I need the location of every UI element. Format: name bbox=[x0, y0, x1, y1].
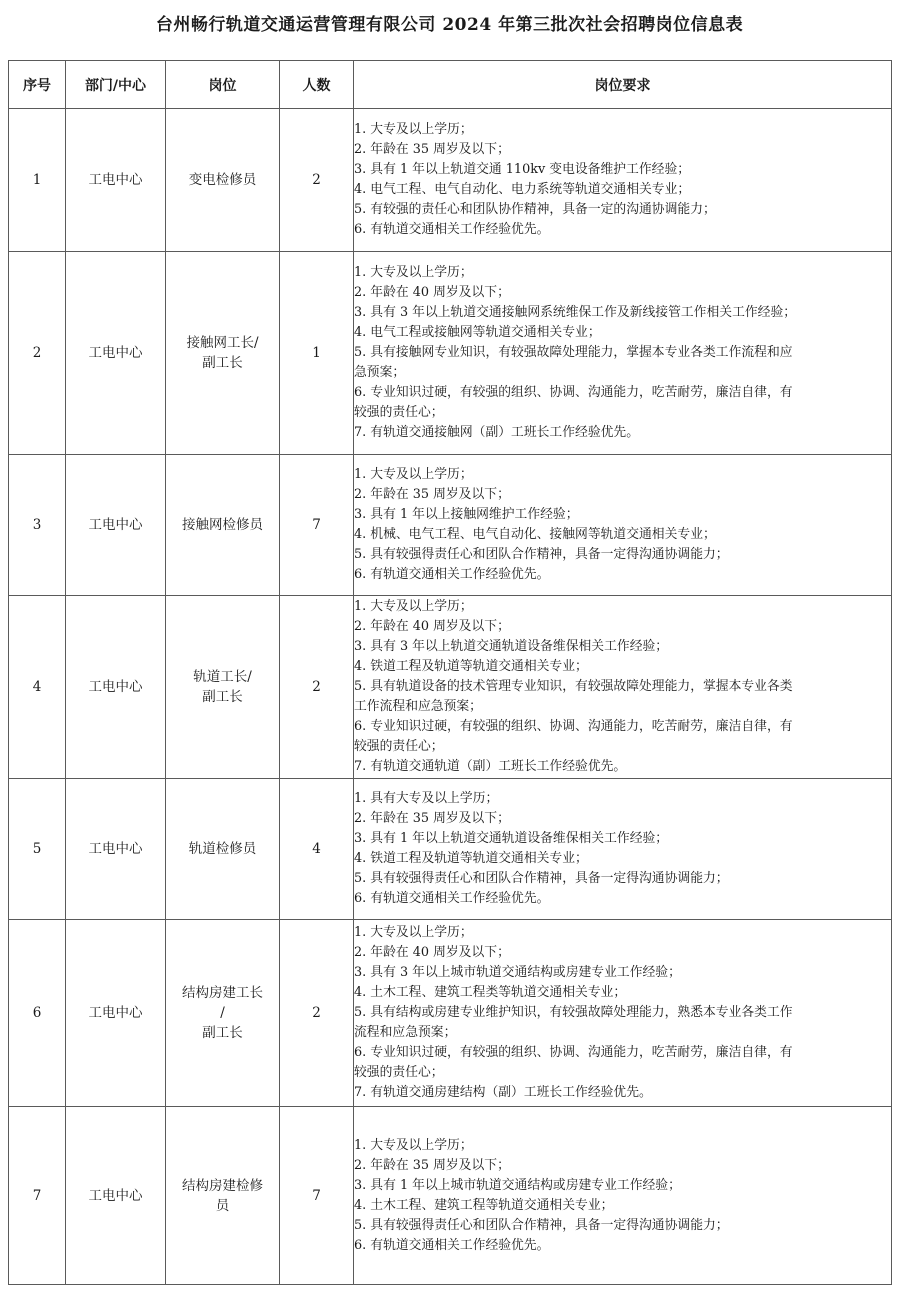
cell-dept: 工电中心 bbox=[66, 779, 166, 920]
cell-requirements bbox=[354, 920, 892, 1107]
requirement-line: 5. 具有较强得责任心和团队合作精神，具备一定得沟通协调能力； bbox=[354, 547, 729, 562]
requirement-line: 6. 有轨道交通相关工作经验优先。 bbox=[354, 891, 550, 906]
position-line: 变电检修员 bbox=[188, 172, 257, 188]
requirement-line: 2. 年龄在 35 周岁及以下； bbox=[354, 487, 510, 502]
requirement-line: 2. 年龄在 35 周岁及以下； bbox=[354, 811, 510, 826]
cell-requirements bbox=[354, 779, 892, 920]
position-line: 结构房建工长 bbox=[182, 985, 263, 1001]
cell-position bbox=[166, 455, 280, 596]
requirement-line: 5. 具有接触网专业知识，有较强故障处理能力，掌握本专业各类工作流程和应 bbox=[354, 345, 793, 360]
position-line: 轨道工长/ bbox=[193, 669, 252, 685]
cell-count: 1 bbox=[280, 252, 354, 455]
requirement-line: 2. 年龄在 40 周岁及以下； bbox=[354, 945, 510, 960]
cell-count: 2 bbox=[280, 920, 354, 1107]
requirement-line: 3. 具有 3 年以上轨道交通轨道设备维保相关工作经验； bbox=[354, 639, 669, 654]
requirement-line: 5. 具有轨道设备的技术管理专业知识，有较强故障处理能力，掌握本专业各类 bbox=[354, 679, 793, 694]
requirement-line: 流程和应急预案； bbox=[354, 1025, 457, 1040]
cell-count: 7 bbox=[280, 1107, 354, 1285]
requirement-line: 5. 具有结构或房建专业维护知识，有较强故障处理能力，熟悉本专业各类工作 bbox=[354, 1005, 793, 1020]
position-line: / bbox=[220, 1005, 225, 1021]
header-requirements: 岗位要求 bbox=[354, 61, 892, 109]
header-dept: 部门/中心 bbox=[66, 61, 166, 109]
cell-position bbox=[166, 920, 280, 1107]
table-row bbox=[9, 920, 892, 1107]
table-header-row bbox=[9, 61, 892, 109]
requirement-line: 1. 大专及以上学历； bbox=[354, 265, 473, 280]
requirement-line: 6. 有轨道交通相关工作经验优先。 bbox=[354, 1237, 550, 1253]
table-row bbox=[9, 779, 892, 920]
requirement-line: 6. 有轨道交通相关工作经验优先。 bbox=[354, 222, 550, 237]
cell-count: 2 bbox=[280, 596, 354, 779]
requirement-line: 7. 有轨道交通房建结构（副）工班长工作经验优先。 bbox=[354, 1085, 652, 1100]
requirement-line: 3. 具有 1 年以上城市轨道交通结构或房建专业工作经验； bbox=[354, 1177, 681, 1193]
requirement-line: 3. 具有 1 年以上接触网维护工作经验； bbox=[354, 507, 579, 522]
position-line: 副工长 bbox=[202, 355, 243, 371]
requirement-line: 1. 大专及以上学历； bbox=[354, 599, 473, 614]
requirement-line: 4. 土木工程、建筑工程等轨道交通相关专业； bbox=[354, 1197, 614, 1213]
cell-position bbox=[166, 779, 280, 920]
header-no: 序号 bbox=[9, 61, 66, 109]
position-line: 副工长 bbox=[202, 1025, 243, 1041]
position-line: 结构房建检修 bbox=[182, 1177, 263, 1194]
requirement-line: 1. 大专及以上学历； bbox=[354, 925, 473, 940]
cell-count: 2 bbox=[280, 109, 354, 252]
document-title: 台州畅行轨道交通运营管理有限公司 2024 年第三批次社会招聘岗位信息表 bbox=[155, 15, 744, 35]
requirement-line: 2. 年龄在 35 周岁及以下； bbox=[354, 142, 510, 157]
table-row bbox=[9, 1107, 892, 1285]
requirement-line: 工作流程和应急预案； bbox=[354, 699, 482, 714]
requirement-line: 6. 有轨道交通相关工作经验优先。 bbox=[354, 567, 550, 582]
requirement-line: 4. 电气工程或接触网等轨道交通相关专业； bbox=[354, 325, 601, 340]
cell-no: 7 bbox=[9, 1107, 66, 1285]
header-position: 岗位 bbox=[166, 61, 280, 109]
position-line: 轨道检修员 bbox=[188, 841, 257, 857]
requirement-line: 6. 专业知识过硬，有较强的组织、协调、沟通能力，吃苦耐劳，廉洁自律，有 bbox=[354, 719, 793, 734]
cell-no: 5 bbox=[9, 779, 66, 920]
position-line: 副工长 bbox=[202, 689, 243, 705]
header-count: 人数 bbox=[280, 61, 354, 109]
cell-dept: 工电中心 bbox=[66, 455, 166, 596]
requirement-line: 较强的责任心； bbox=[354, 405, 444, 420]
cell-count: 4 bbox=[280, 779, 354, 920]
cell-requirements bbox=[354, 109, 892, 252]
requirement-line: 5. 具有较强得责任心和团队合作精神，具备一定得沟通协调能力； bbox=[354, 1217, 729, 1233]
cell-no: 6 bbox=[9, 920, 66, 1107]
cell-dept: 工电中心 bbox=[66, 109, 166, 252]
cell-position bbox=[166, 1107, 280, 1285]
requirement-line: 3. 具有 1 年以上轨道交通 110kv 变电设备维护工作经验； bbox=[354, 162, 691, 177]
cell-no: 3 bbox=[9, 455, 66, 596]
cell-requirements bbox=[354, 596, 892, 779]
requirement-line: 2. 年龄在 40 周岁及以下； bbox=[354, 619, 510, 634]
requirement-line: 4. 机械、电气工程、电气自动化、接触网等轨道交通相关专业； bbox=[354, 527, 716, 542]
cell-requirements bbox=[354, 455, 892, 596]
position-line: 接触网检修员 bbox=[182, 517, 263, 533]
table-row bbox=[9, 109, 892, 252]
recruitment-table bbox=[8, 60, 892, 1285]
position-line: 接触网工长/ bbox=[186, 335, 259, 351]
requirement-line: 6. 专业知识过硬，有较强的组织、协调、沟通能力，吃苦耐劳，廉洁自律，有 bbox=[354, 385, 793, 400]
cell-count: 7 bbox=[280, 455, 354, 596]
position-line: 员 bbox=[215, 1197, 230, 1214]
requirement-line: 较强的责任心； bbox=[354, 1065, 444, 1080]
requirement-line: 4. 土木工程、建筑工程类等轨道交通相关专业； bbox=[354, 985, 627, 1000]
cell-position bbox=[166, 109, 280, 252]
requirement-line: 6. 专业知识过硬，有较强的组织、协调、沟通能力，吃苦耐劳，廉洁自律，有 bbox=[354, 1045, 793, 1060]
table-row bbox=[9, 252, 892, 455]
cell-no: 1 bbox=[9, 109, 66, 252]
cell-no: 4 bbox=[9, 596, 66, 779]
cell-dept: 工电中心 bbox=[66, 596, 166, 779]
requirement-line: 7. 有轨道交通接触网（副）工班长工作经验优先。 bbox=[354, 425, 640, 440]
table-row bbox=[9, 455, 892, 596]
requirement-line: 1. 大专及以上学历； bbox=[354, 467, 473, 482]
requirement-line: 2. 年龄在 40 周岁及以下； bbox=[354, 285, 510, 300]
requirement-line: 1. 具有大专及以上学历； bbox=[354, 791, 499, 806]
requirement-line: 3. 具有 1 年以上轨道交通轨道设备维保相关工作经验； bbox=[354, 831, 669, 846]
requirement-line: 4. 铁道工程及轨道等轨道交通相关专业； bbox=[354, 659, 588, 674]
requirement-line: 5. 具有较强得责任心和团队合作精神，具备一定得沟通协调能力； bbox=[354, 871, 729, 886]
requirement-line: 2. 年龄在 35 周岁及以下； bbox=[354, 1157, 510, 1173]
cell-dept: 工电中心 bbox=[66, 920, 166, 1107]
cell-position bbox=[166, 252, 280, 455]
cell-dept: 工电中心 bbox=[66, 1107, 166, 1285]
requirement-line: 7. 有轨道交通轨道（副）工班长工作经验优先。 bbox=[354, 759, 627, 774]
requirement-line: 4. 电气工程、电气自动化、电力系统等轨道交通相关专业； bbox=[354, 182, 691, 197]
cell-position bbox=[166, 596, 280, 779]
cell-dept: 工电中心 bbox=[66, 252, 166, 455]
cell-requirements bbox=[354, 1107, 892, 1285]
requirement-line: 较强的责任心； bbox=[354, 739, 444, 754]
cell-requirements bbox=[354, 252, 892, 455]
requirement-line: 1. 大专及以上学历； bbox=[354, 1137, 473, 1153]
requirement-line: 5. 有较强的责任心和团队协作精神，具备一定的沟通协调能力； bbox=[354, 202, 716, 217]
requirement-line: 4. 铁道工程及轨道等轨道交通相关专业； bbox=[354, 851, 588, 866]
requirement-line: 急预案； bbox=[354, 365, 406, 380]
cell-no: 2 bbox=[9, 252, 66, 455]
requirement-line: 3. 具有 3 年以上轨道交通接触网系统维保工作及新线接管工作相关工作经验； bbox=[354, 305, 797, 320]
table-row bbox=[9, 596, 892, 779]
requirement-line: 3. 具有 3 年以上城市轨道交通结构或房建专业工作经验； bbox=[354, 965, 681, 980]
requirement-line: 1. 大专及以上学历； bbox=[354, 122, 473, 137]
